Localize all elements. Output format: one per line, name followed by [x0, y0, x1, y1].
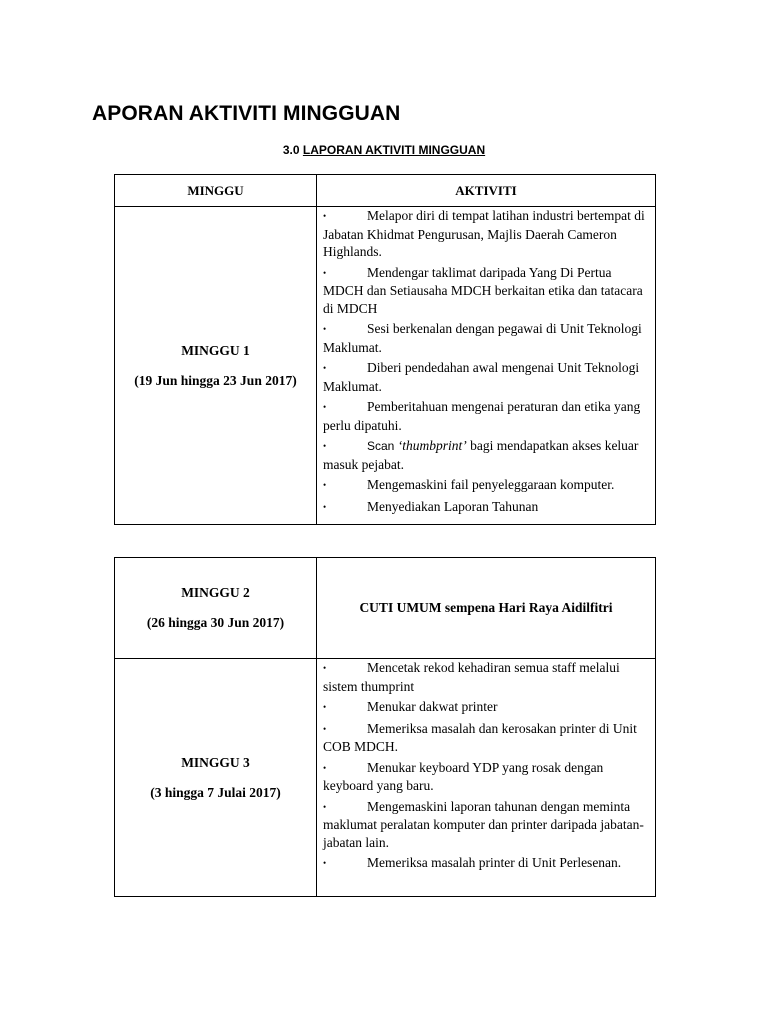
- header-week: MINGGU: [115, 175, 317, 207]
- activity-text: Mengemaskini fail penyeleggaraan komputer.: [367, 477, 615, 492]
- activity-text: Memeriksa masalah printer di Unit Perlesenan.: [367, 855, 622, 870]
- activity-text: Menyediakan Laporan Tahunan: [367, 498, 539, 514]
- list-item: [323, 698, 651, 717]
- header-activity: AKTIVITI: [317, 175, 656, 207]
- bullet-icon: •: [323, 441, 327, 451]
- week-2-range: (26 hingga 30 Jun 2017): [146, 615, 285, 630]
- bullet-icon: •: [323, 858, 327, 868]
- bullet-icon: •: [323, 501, 327, 512]
- list-item: [323, 659, 651, 695]
- list-item: [323, 320, 651, 356]
- activity-text: Mencetak rekod kehadiran semua staff melalui sistem thumprint: [323, 660, 620, 694]
- list-item: [323, 854, 651, 873]
- bullet-icon: •: [323, 723, 327, 734]
- activity-text: Sesi berkenalan dengan pegawai di Unit Teknologi Maklumat.: [323, 321, 642, 355]
- list-item: [323, 476, 651, 495]
- week-1-activities: [317, 207, 656, 525]
- bullet-icon: •: [323, 211, 327, 221]
- bullet-icon: •: [323, 702, 327, 712]
- bullet-icon: •: [323, 267, 327, 278]
- activity-text: Diberi pendedahan awal mengenai Unit Teknologi Maklumat.: [323, 360, 640, 394]
- week-2-label: MINGGU 2: [181, 585, 250, 600]
- activity-text: Melapor diri di tempat latihan industri bertempat di Jabatan Khidmat Pengurusan, Majlis Daerah Cameron Highlands.: [323, 208, 645, 259]
- activity-text: Menukar keyboard YDP yang rosak dengan keyboard yang baru.: [323, 759, 604, 793]
- week-3-range: (3 hingga 7 Julai 2017): [150, 784, 281, 800]
- bullet-icon: •: [323, 324, 327, 334]
- list-item: [323, 398, 651, 434]
- list-item: [323, 207, 651, 261]
- week-3-label: MINGGU 3: [181, 754, 250, 770]
- table-header-row: [115, 175, 656, 207]
- week-2-cell: [115, 558, 317, 659]
- list-item: [323, 498, 651, 517]
- thumbprint-word: ‘thumbprint’: [397, 438, 467, 453]
- bullet-icon: •: [323, 402, 327, 412]
- list-item: [323, 437, 651, 473]
- activity-text: Mengemaskini laporan tahunan dengan meminta maklumat peralatan komputer dan printer daripada jabatan-jabatan lain.: [323, 798, 644, 850]
- weekly-activity-table-1: [114, 174, 656, 525]
- week-3-cell: [115, 659, 317, 897]
- week-1-cell: [115, 207, 317, 525]
- bullet-icon: •: [323, 480, 327, 490]
- section-number: 3.0: [282, 143, 300, 157]
- list-item: [323, 798, 651, 852]
- activity-text: Pemberitahuan mengenai peraturan dan etika yang perlu dipatuhi.: [323, 399, 641, 433]
- list-item: [323, 720, 651, 756]
- document-title: APORAN AKTIVITI MINGGUAN: [92, 102, 401, 125]
- scan-word: Scan: [367, 439, 395, 453]
- activity-text: Menukar dakwat printer: [367, 699, 498, 714]
- week-3-activities: [317, 659, 656, 897]
- week-1-label: MINGGU 1: [181, 342, 250, 358]
- week-2-activity: CUTI UMUM sempena Hari Raya Aidilfitri: [317, 558, 656, 659]
- activity-text: bagi mendapatkan akses keluar masuk pejabat.: [323, 438, 639, 472]
- bullet-icon: •: [323, 663, 327, 673]
- table-row-week-3: [115, 659, 656, 897]
- bullet-icon: •: [323, 762, 327, 773]
- activity-text: Memeriksa masalah dan kerosakan printer di Unit COB MDCH.: [323, 720, 637, 754]
- bullet-icon: •: [323, 363, 327, 373]
- week-1-range: (19 Jun hingga 23 Jun 2017): [134, 372, 297, 388]
- section-title: LAPORAN AKTIVITI MINGGUAN: [302, 143, 486, 157]
- bullet-icon: •: [323, 801, 327, 812]
- section-heading: [0, 143, 768, 157]
- list-item: [323, 759, 651, 795]
- list-item: [323, 264, 651, 318]
- activity-text: Mendengar taklimat daripada Yang Di Pertua MDCH dan Setiausaha MDCH berkaitan etika dan tatacara di MDCH: [323, 264, 643, 316]
- list-item: [323, 359, 651, 395]
- weekly-activity-table-2: [114, 557, 656, 897]
- table-row-week-1: [115, 207, 656, 525]
- table-row-week-2: [115, 558, 656, 659]
